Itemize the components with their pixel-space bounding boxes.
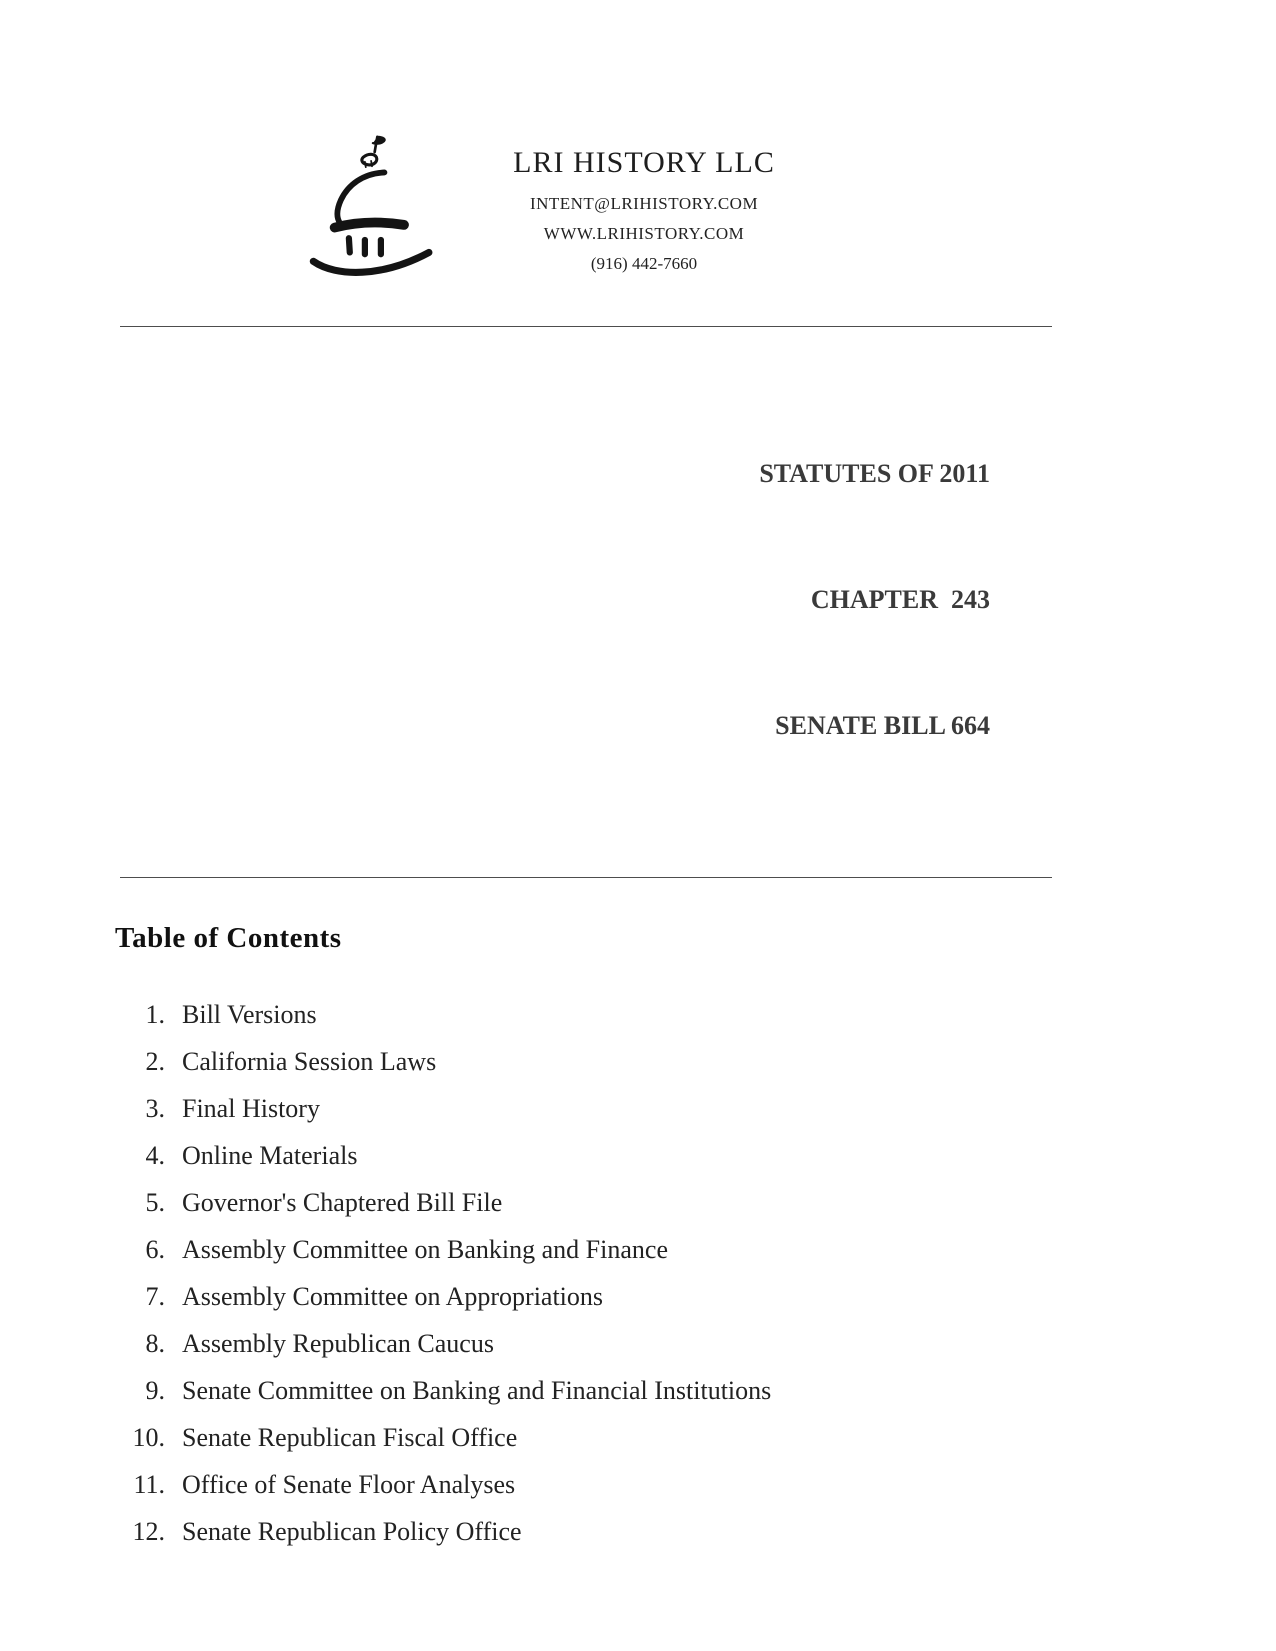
company-phone: (916) 442-7660 (590, 254, 698, 273)
toc-item (115, 1085, 1276, 1132)
toc-item-label: Final History (182, 1094, 320, 1123)
company-website: WWW.LRIHISTORY.COM (543, 224, 745, 243)
toc-item (115, 1132, 1276, 1179)
toc-item (115, 1508, 1276, 1555)
toc-item-label: Assembly Republican Caucus (182, 1329, 494, 1358)
toc-heading: Table of Contents (115, 922, 342, 954)
capitol-logo-icon (298, 128, 446, 288)
toc-item-number: 3. (145, 1094, 165, 1123)
company-name: LRI HISTORY LLC (513, 146, 775, 179)
toc-item (115, 1226, 1276, 1273)
toc-item-number: 9. (145, 1376, 165, 1405)
toc-item-label: California Session Laws (182, 1047, 437, 1076)
toc-item (115, 1038, 1276, 1085)
toc-item-number: 2. (145, 1047, 165, 1076)
toc-item-number: 4. (145, 1141, 165, 1170)
toc-item-label: Assembly Committee on Banking and Finance (182, 1235, 668, 1264)
toc-list (115, 991, 1276, 1555)
company-email: INTENT@LRIHISTORY.COM (529, 194, 759, 213)
table-of-contents (115, 922, 1276, 1555)
toc-item (115, 1461, 1276, 1508)
letterhead (0, 0, 1276, 288)
senate-bill-line: SENATE BILL 664 (775, 711, 990, 740)
toc-item-label: Office of Senate Floor Analyses (182, 1470, 516, 1499)
title-block (120, 369, 1052, 831)
toc-item (115, 1273, 1276, 1320)
toc-item-number: 10. (132, 1423, 165, 1452)
chapter-line: CHAPTER 243 (810, 585, 990, 614)
toc-item (115, 1320, 1276, 1367)
toc-item (115, 991, 1276, 1038)
toc-item-label: Senate Republican Policy Office (182, 1517, 522, 1546)
toc-item (115, 1367, 1276, 1414)
statutes-line: STATUTES OF 2011 (759, 459, 990, 488)
toc-item-label: Senate Republican Fiscal Office (182, 1423, 518, 1452)
toc-item-label: Governor's Chaptered Bill File (182, 1188, 503, 1217)
divider-bottom (120, 877, 1052, 878)
toc-item-label: Senate Committee on Banking and Financial Institutions (182, 1376, 772, 1405)
divider-top (120, 326, 1052, 327)
toc-item-number: 1. (145, 1000, 165, 1029)
letterhead-contact (484, 146, 804, 274)
toc-item-number: 6. (145, 1235, 165, 1264)
toc-item-label: Online Materials (182, 1141, 358, 1170)
toc-item-number: 5. (145, 1188, 165, 1217)
toc-item-number: 11. (133, 1470, 165, 1499)
toc-item-label: Bill Versions (182, 1000, 317, 1029)
toc-item-number: 7. (145, 1282, 165, 1311)
toc-item-number: 8. (145, 1329, 165, 1358)
toc-item-number: 12. (132, 1517, 165, 1546)
toc-item-label: Assembly Committee on Appropriations (182, 1282, 604, 1311)
toc-item (115, 1179, 1276, 1226)
toc-item (115, 1414, 1276, 1461)
